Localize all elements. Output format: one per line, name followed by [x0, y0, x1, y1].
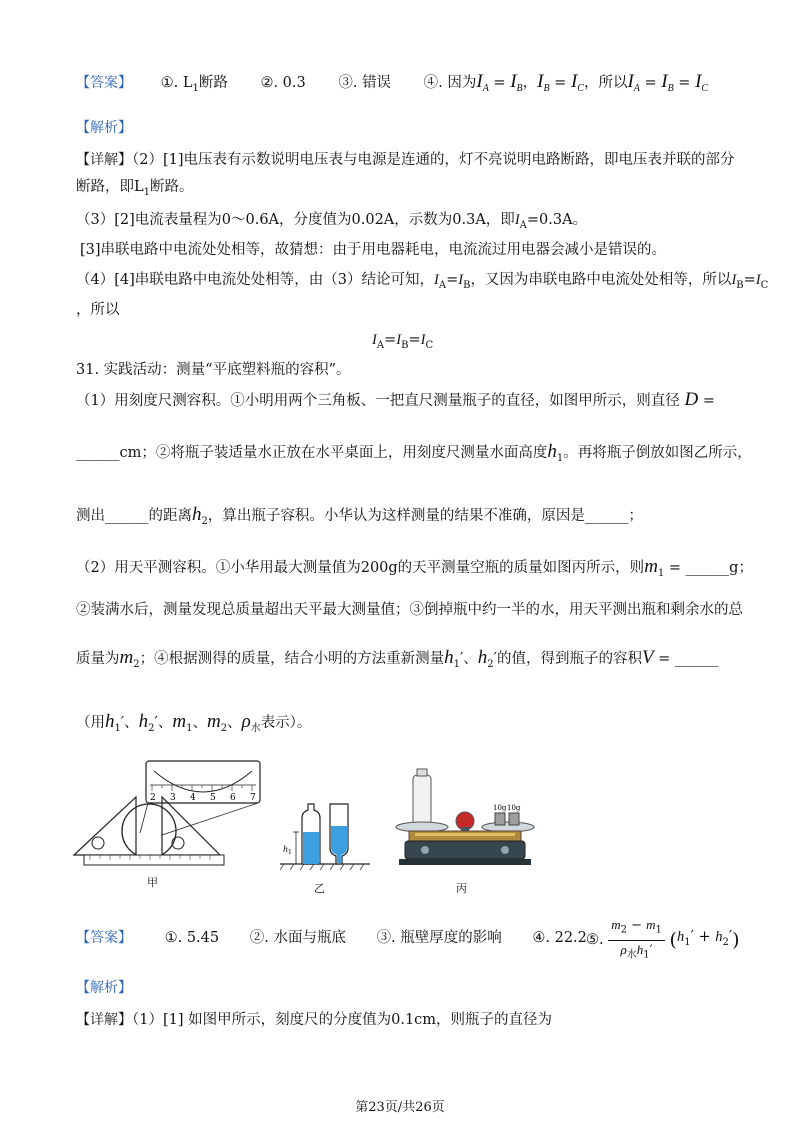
empty-bottle: [413, 775, 431, 825]
analysis-tag-1: 【解析】: [76, 120, 132, 136]
q30-detail-line-4: [3]串联电路中电流处处相等，故猜想：由于用电器耗电，电流流过用电器会减小是错误的。: [80, 242, 667, 258]
q30-detail-line-5: （4）[4]串联电路中电流处处相等，由（3）结论可知，$I_A=I_B$，又因为串联电路中电流处处相等，所以$I_B=I_C$: [76, 272, 769, 291]
water-upright: [303, 832, 319, 864]
q31-answer-5: ⑤. $\frac{m_2 - m_1}{\rho_水h_1'}$ $(h_1' + h_2')$: [586, 916, 740, 964]
q30-detail-line-6: ，所以: [76, 302, 120, 318]
q31-paragraph-5: ②装满水后，测量发现总质量超出天平最大测量值；③倒掉瓶中约一半的水，用天平测出瓶和剩余水的总: [76, 602, 743, 618]
ruler-tick-label: 7: [250, 793, 256, 803]
q31-paragraph-6: 质量为$m_2$；④根据测得的质量，结合小明的方法重新测量$h_1'$、$h_2'$的值，得到瓶子的容积V = ______: [76, 647, 719, 670]
q31-paragraph-3: 测出______的距离$h_2$，算出瓶子容积。小华认为这样测量的结果不准确，原因是______；: [76, 504, 643, 527]
q31-paragraph-4: （2）用天平测容积。①小华用最大测量值为200g的天平测量空瓶的质量如图丙所示，则$m_1$ = ______g；: [76, 556, 753, 579]
figure-bing-balance: [395, 765, 535, 877]
figure-jia-ruler-triangles: [70, 755, 270, 875]
svg-text:h: h: [283, 845, 289, 854]
answer-tag: 【答案】: [76, 930, 132, 946]
water-inverted: [331, 826, 347, 863]
q31-paragraph-7: （用$h_1'$、$h_2'$、$m_1$、$m_2$、$\rho_水$表示）。: [76, 711, 312, 734]
q31-answer-line: 【答案】 ①. 5.45 ②. 水面与瓶底 ③. 瓶壁厚度的影响 ④. 22.2: [76, 930, 587, 946]
volume-formula: $\frac{m_2 - m_1}{\rho_水h_1'}$: [608, 916, 665, 964]
q31-detail-line-1: 【详解】（1）[1] 如图甲所示，刻度尺的分度值为0.1cm，则瓶子的直径为: [76, 1012, 553, 1028]
figure-bing-label: 丙: [456, 882, 467, 895]
q30-answer-line: 【答案】 ①. $L_1$断路 ②. 0.3 ③. 错误 ④. 因为$I_A = I_B$，$I_B = I_C$，所以$I_A = I_B = I_C$: [76, 71, 709, 94]
figure-yi-bottles: [280, 800, 370, 878]
ruler-tick-label: 5: [210, 793, 216, 803]
ruler-tick-label: 2: [150, 793, 156, 803]
bottle-cross-section: [122, 804, 176, 858]
weight-10g: [495, 813, 505, 825]
ruler-tick-label: 6: [230, 793, 236, 803]
q30-detail-line-1: 【详解】（2）[1]电压表有示数说明电压表与电源是连通的，灯不亮说明电路断路，即电压表并联的部分: [76, 152, 735, 168]
zoom-box: [146, 761, 260, 803]
figure-yi-label: 乙: [314, 882, 325, 895]
q30-detail-line-3: （3）[2]电流表量程为0～0.6A，分度值为0.02A，示数为0.3A，即$I_A=0.3A$。: [76, 212, 588, 231]
weight-label: 10g: [493, 804, 507, 812]
answer-tag: 【答案】: [76, 75, 132, 91]
figure-jia-label: 甲: [147, 876, 158, 889]
ruler: [84, 855, 224, 865]
q31-paragraph-2: ______cm；②将瓶子装适量水正放在水平桌面上，用刻度尺测量水面高度$h_1$。再将瓶子倒放如图乙所示，: [76, 441, 752, 464]
weight-label: 10g: [507, 804, 521, 812]
weight-10g: [509, 813, 519, 825]
q30-detail-line-2: 断路，即$L_1$断路。: [76, 179, 194, 198]
ruler-tick-label: 4: [190, 793, 196, 803]
svg-text:1: 1: [288, 849, 292, 856]
q31-title: 31. 实践活动：测量“平底塑料瓶的容积”。: [76, 362, 351, 378]
q30-equation: $I_A=I_B=I_C$: [372, 332, 434, 351]
ruler-tick-label: 3: [170, 793, 176, 803]
q31-paragraph-1: （1）用刻度尺测容积。①小明用两个三角板、一把直尺测量瓶子的直径，如图甲所示，则直径 D =: [76, 389, 715, 410]
page-footer: 第23页/共26页: [355, 1100, 445, 1115]
analysis-tag-2: 【解析】: [76, 980, 132, 996]
